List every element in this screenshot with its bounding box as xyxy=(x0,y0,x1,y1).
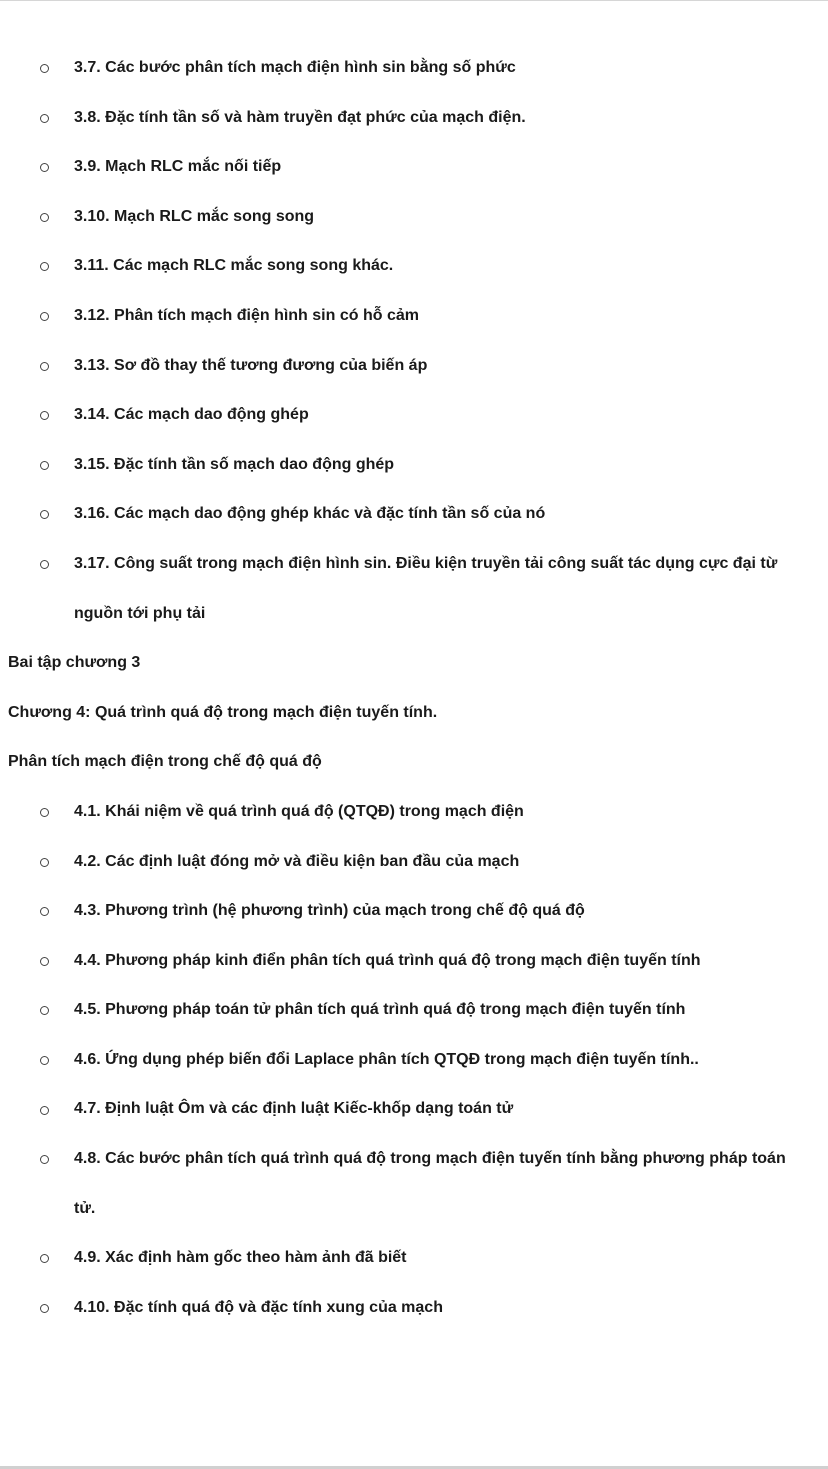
list-item-label-continued: tử. xyxy=(74,1199,96,1217)
list-item[interactable] xyxy=(0,1233,828,1283)
document-body xyxy=(0,43,828,1332)
list-item[interactable] xyxy=(0,539,828,589)
list-item-label: 3.8. Đặc tính tần số và hàm truyền đạt phức của mạch điện. xyxy=(74,108,526,126)
list-item[interactable] xyxy=(0,886,828,936)
list-item-label: 4.5. Phương pháp toán tử phân tích quá trình quá độ trong mạch điện tuyến tính xyxy=(74,1001,686,1019)
list-item-label: 3.11. Các mạch RLC mắc song song khác. xyxy=(74,257,394,275)
list-item-label: 4.3. Phương trình (hệ phương trình) của mạch trong chế độ quá độ xyxy=(74,902,585,920)
list-item[interactable] xyxy=(0,43,828,93)
circle-bullet-icon xyxy=(40,241,49,291)
list-item-label: 3.17. Công suất trong mạch điện hình sin. Điều kiện truyền tải công suất tác dụng cực đại từ xyxy=(74,554,778,572)
list-item-label-continued: nguồn tới phụ tải xyxy=(74,604,206,622)
list-item-label: 4.8. Các bước phân tích quá trình quá độ trong mạch điện tuyến tính bằng phương pháp toán xyxy=(74,1150,786,1168)
circle-bullet-icon xyxy=(40,43,49,93)
list-item[interactable] xyxy=(0,192,828,242)
list-item[interactable] xyxy=(0,440,828,490)
list-item[interactable] xyxy=(0,241,828,291)
circle-bullet-icon xyxy=(40,837,49,887)
list-item-label: 3.15. Đặc tính tần số mạch dao động ghép xyxy=(74,455,395,473)
circle-bullet-icon xyxy=(40,539,49,589)
list-item-label: 4.10. Đặc tính quá độ và đặc tính xung của mạch xyxy=(74,1298,443,1316)
list-item[interactable] xyxy=(0,489,828,539)
list-item[interactable] xyxy=(0,787,828,837)
list-item[interactable] xyxy=(0,985,828,1035)
list-item-label: 3.16. Các mạch dao động ghép khác và đặc tính tần số của nó xyxy=(74,505,546,523)
list-item[interactable] xyxy=(0,341,828,391)
circle-bullet-icon xyxy=(40,1283,49,1333)
section-heading[interactable] xyxy=(0,737,828,787)
circle-bullet-icon xyxy=(40,985,49,1035)
list-item-label: 4.9. Xác định hàm gốc theo hàm ảnh đã biết xyxy=(74,1249,407,1267)
list-item[interactable] xyxy=(0,291,828,341)
circle-bullet-icon xyxy=(40,390,49,440)
list-item-continuation[interactable] xyxy=(0,1184,828,1234)
list-item-label: 3.10. Mạch RLC mắc song song xyxy=(74,207,315,225)
list-item-continuation[interactable] xyxy=(0,589,828,639)
list-item[interactable] xyxy=(0,1283,828,1333)
list-item-label: 3.9. Mạch RLC mắc nối tiếp xyxy=(74,158,282,176)
heading-label: Bai tập chương 3 xyxy=(8,654,141,672)
circle-bullet-icon xyxy=(40,1134,49,1184)
list-item[interactable] xyxy=(0,837,828,887)
list-item-label: 4.7. Định luật Ôm và các định luật Kiếc-khốp dạng toán tử xyxy=(74,1100,514,1118)
list-item[interactable] xyxy=(0,1084,828,1134)
list-item-label: 3.13. Sơ đồ thay thế tương đương của biến áp xyxy=(74,356,428,374)
list-item-label: 4.1. Khái niệm về quá trình quá độ (QTQĐ) trong mạch điện xyxy=(74,802,524,820)
circle-bullet-icon xyxy=(40,936,49,986)
list-item-label: 4.2. Các định luật đóng mở và điều kiện ban đầu của mạch xyxy=(74,852,520,870)
circle-bullet-icon xyxy=(40,93,49,143)
circle-bullet-icon xyxy=(40,1233,49,1283)
list-item[interactable] xyxy=(0,1134,828,1184)
list-item[interactable] xyxy=(0,936,828,986)
circle-bullet-icon xyxy=(40,341,49,391)
circle-bullet-icon xyxy=(40,291,49,341)
list-item-label: 4.4. Phương pháp kinh điển phân tích quá trình quá độ trong mạch điện tuyến tính xyxy=(74,951,701,969)
heading-label: Phân tích mạch điện trong chế độ quá độ xyxy=(8,753,322,771)
circle-bullet-icon xyxy=(40,489,49,539)
list-item-label: 4.6. Ứng dụng phép biến đổi Laplace phân tích QTQĐ trong mạch điện tuyến tính.. xyxy=(74,1050,699,1068)
chapter-title[interactable] xyxy=(0,688,828,738)
exercises-heading[interactable] xyxy=(0,638,828,688)
list-item[interactable] xyxy=(0,390,828,440)
list-item[interactable] xyxy=(0,93,828,143)
heading-label: Chương 4: Quá trình quá độ trong mạch điện tuyến tính. xyxy=(8,703,438,721)
circle-bullet-icon xyxy=(40,886,49,936)
list-item[interactable] xyxy=(0,1035,828,1085)
circle-bullet-icon xyxy=(40,1035,49,1085)
top-divider xyxy=(0,0,828,1)
list-item-label: 3.14. Các mạch dao động ghép xyxy=(74,406,309,424)
circle-bullet-icon xyxy=(40,142,49,192)
circle-bullet-icon xyxy=(40,440,49,490)
circle-bullet-icon xyxy=(40,192,49,242)
list-item[interactable] xyxy=(0,142,828,192)
circle-bullet-icon xyxy=(40,1084,49,1134)
list-item-label: 3.7. Các bước phân tích mạch điện hình sin bằng số phức xyxy=(74,59,516,76)
circle-bullet-icon xyxy=(40,787,49,837)
list-item-label: 3.12. Phân tích mạch điện hình sin có hỗ cảm xyxy=(74,306,419,324)
